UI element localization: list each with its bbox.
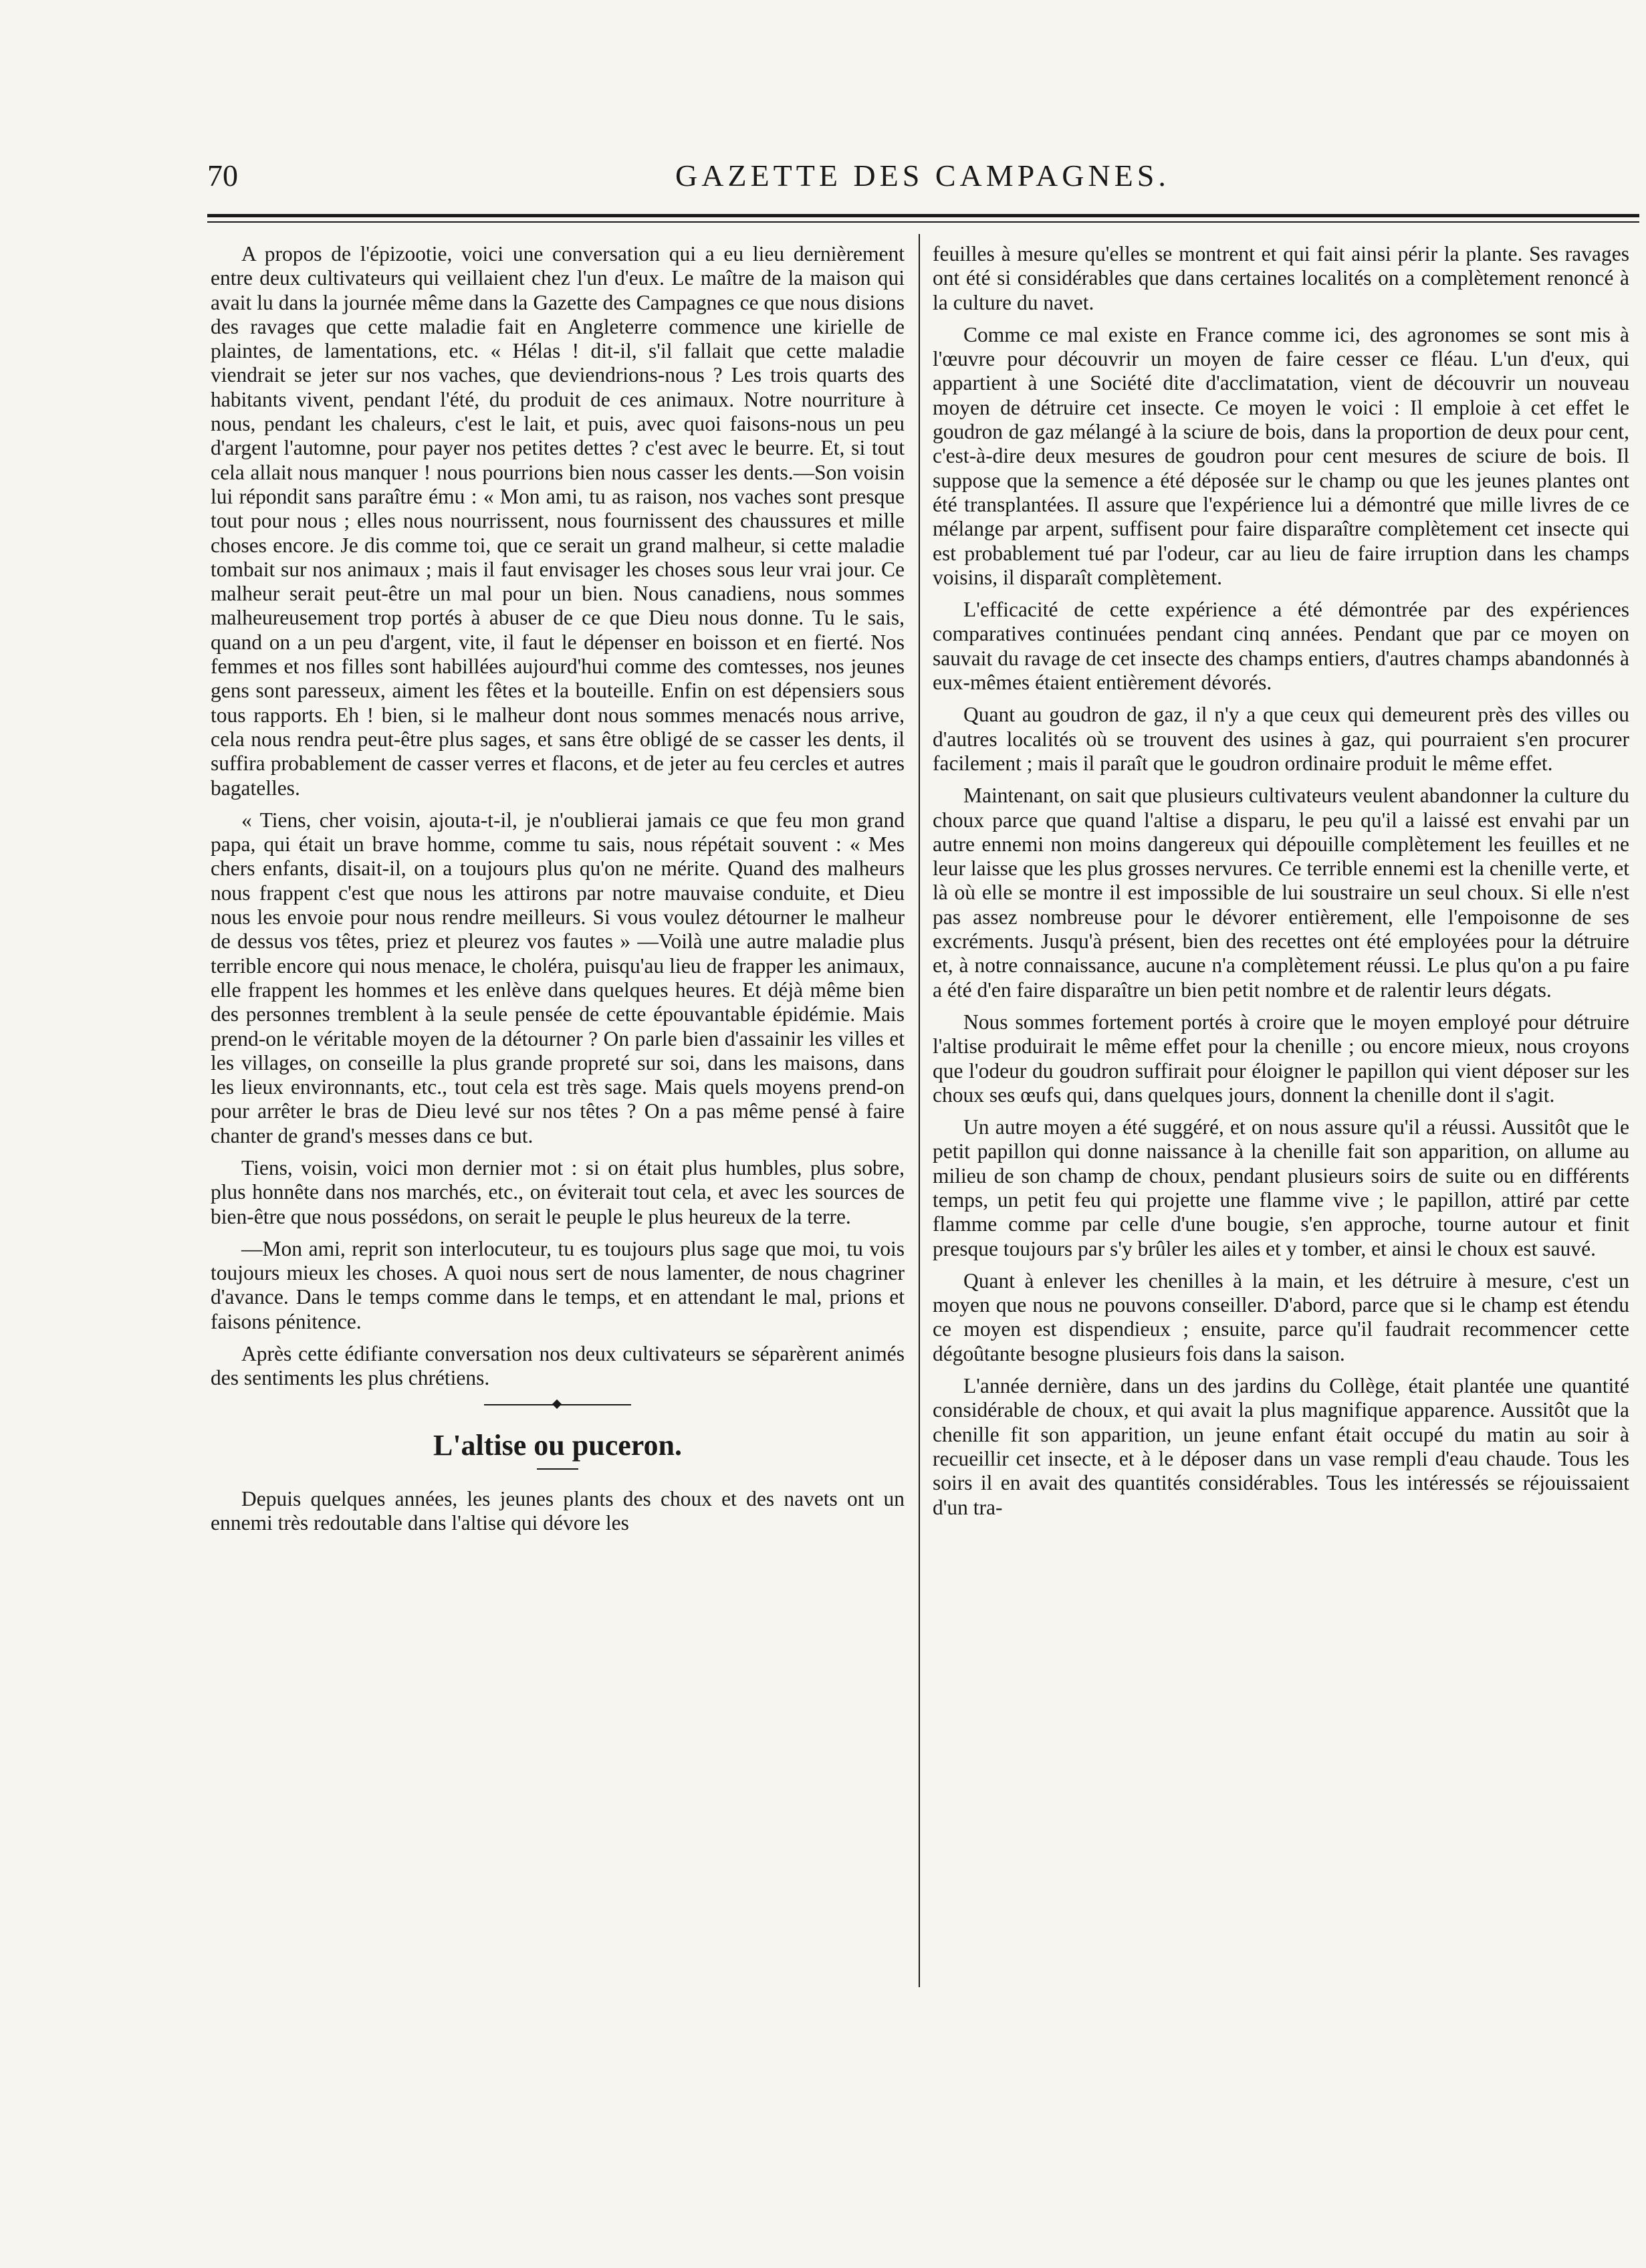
section-title: L'altise ou puceron.: [433, 1428, 682, 1462]
left-column: [211, 242, 905, 1544]
paragraph: Quant à enlever les chenilles à la main, et les détruire à mesure, c'est un moyen que nous ne pouvons conseiller. D'abord, parce que si le champ est étendu ce moyen est dispendieux ; ensuite, parce qu'il faudrait recommencer cette dégoûtante besogne plusieurs fois dans la saison.: [933, 1268, 1629, 1365]
paragraph: « Tiens, cher voisin, ajouta-t-il, je n'oublierai jamais ce que feu mon grand papa, qui était un brave homme, comme tu sais, nous répétait souvent : « Mes chers enfants, disait-il, on a toujours plus qu'on ne mérite. Quand des malheurs nous frappent c'est que nous les attirons par notre mauvaise conduite, et Dieu nous les envoie pour nous rendre meilleurs. Si vous voulez détourner le malheur de dessus vos têtes, priez et pleurez vos fautes » —Voilà une autre maladie plus terrible encore qui nous menace, le choléra, puisqu'au lieu de frapper les animaux, elle frappent les hommes et les enlève dans quelques heures. Et déjà même bien des personnes tremblent à la seule pensée de cette épouvantable épidémie. Mais prend-on le véritable moyen de la détourner ? On parle bien d'assainir les villes et les villages, on conseille la plus grande propreté sur soi, dans les maisons, dans les lieux environnants, etc., tout cela est très sage. Mais quels moyens prend-on pour arrêter le bras de Dieu levé sur nos têtes ? On a pas même pensé à faire chanter de grand's messes dans ce but.: [211, 808, 905, 1147]
paragraph: Tiens, voisin, voici mon dernier mot : si on était plus humbles, plus sobre, plus honnête dans nos marchés, etc., on éviterait tout cela, et avec les sources de bien-être que nous possédons, on serait le peuple le plus heureux de la terre.: [211, 1155, 905, 1228]
paragraph: Maintenant, on sait que plusieurs cultivateurs veulent abandonner la culture du choux parce que quand l'altise a disparu, le peu qu'il a laissé est envahi par un autre ennemi non moins dangereux qui dépouille complètement les feuilles et ne leur laisse que les plus grosses nervures. Ce terrible ennemi est la chenille verte, et là où elle se montre il est impossible de lui soustraire un seul choux. Si elle n'est pas assez nombreuse pour le dévorer entièrement, elle l'empoisonne de ses excréments. Jusqu'à présent, bien des recettes ont été employées pour la détruire et, à notre connaissance, aucune n'a complètement réussi. Le plus qu'on a pu faire a été d'en faire disparaître un bien petit nombre et de ralentir leurs dégats.: [933, 784, 1629, 1002]
paragraph: Depuis quelques années, les jeunes plants des choux et des navets ont un ennemi très redoutable dans l'altise qui dévore les: [211, 1486, 905, 1535]
column-divider: [919, 234, 920, 1987]
paragraph: L'efficacité de cette expérience a été démontrée par des expériences comparatives continuées pendant cinq années. Pendant que par ce moyen on sauvait du ravage de cet insecte des champs entiers, d'autres champs abandonnés à eux-mêmes étaient entièrement dévorés.: [933, 598, 1629, 695]
paragraph: A propos de l'épizootie, voici une conversation qui a eu lieu dernièrement entre deux cultivateurs qui veillaient chez l'un d'eux. Le maître de la maison qui avait lu dans la journée même dans la Gazette des Campagnes ce que nous disions des ravages que cette maladie fait en Angleterre commence une kirielle de plaintes, de lamentations, etc. « Hélas ! dit-il, s'il fallait que cette maladie viendrait se jeter sur nos vaches, que deviendrions-nous ? Les trois quarts des habitants vivent, pendant l'été, du produit de ces animaux. Notre nourriture à nous, pendant les chaleurs, c'est le lait, et puis, avec quoi faisons-nous un peu d'argent l'automne, pour payer nos petites dettes ? c'est avec le beurre. Et, si tout cela allait nous manquer ! nous pourrions bien nous casser les dents.—Son voisin lui répondit sans paraître ému : « Mon ami, tu as raison, nos vaches sont presque tout pour nous ; elles nous nourrissent, nous fournissent des chaussures et mille choses encore. Je dis comme toi, que ce serait un grand malheur, si cette maladie tombait sur nos animaux ; mais il faut envisager les choses sous leur vrai jour. Ce malheur serait peut-être un mal pour un bien. Nous canadiens, nous sommes malheureusement trop portés à abuser de ce que Dieu nous donne. Tu le sais, quand on a un peu d'argent, vite, il faut le dépenser en boisson et en fierté. Nos femmes et nos filles sont habillées aujourd'hui comme des comtesses, nos jeunes gens sont paresseux, aiment les fêtes et la bouteille. Enfin on est dépensiers sous tous rapports. Eh ! bien, si le malheur dont nous sommes menacés nous arrive, cela nous rendra peut-être plus sages, et sans être obligé de se casser les dents, il suffira probablement de casser verres et flacons, et de jeter au feu cercles et autres bagatelles.: [211, 242, 905, 800]
paragraph: Comme ce mal existe en France comme ici, des agronomes se sont mis à l'œuvre pour découvrir un moyen de faire cesser ce fléau. L'un d'eux, qui appartient à une Société dite d'acclimatation, vient de découvrir un nouveau moyen de détruire cet insecte. Ce moyen le voici : Il emploie à cet effet le goudron de gaz mélangé à la sciure de bois, dans la proportion de deux pour cent, c'est-à-dire deux mesures de goudron pour cent mesures de sciure de bois. Il suppose que la semence a été déposée sur le champ ou que les jeunes plantes ont été transplantées. Il assure que l'expérience lui a démontré que mille livres de ce mélange par arpent, suffisent pour faire disparaître complètement cet insecte qui est probablement tué par l'odeur, car au lieu de faire irruption dans les champs voisins, il disparaît complètement.: [933, 322, 1629, 589]
separator-ornament: [552, 1399, 562, 1409]
title-rule: [537, 1468, 578, 1470]
running-title: GAZETTE DES CAMPAGNES.: [675, 158, 1170, 193]
header-rule: [207, 214, 1639, 217]
right-column: [933, 242, 1629, 1528]
paragraph: Un autre moyen a été suggéré, et on nous assure qu'il a réussi. Aussitôt que le petit papillon qui donne naissance à la chenille fait son apparition, on allume au milieu de son champ de choux, pendant plusieurs soirs de suite ou en différents temps, un petit feu qui projette une flamme vive ; le papillon, attiré par cette flamme comme par celle d'une bougie, s'en approche, tourne autour et finit presque toujours par s'y brûler les ailes et y tomber, et ainsi le choux est sauvé.: [933, 1115, 1629, 1260]
paragraph: L'année dernière, dans un des jardins du Collège, était plantée une quantité considérable de choux, et qui avait la plus magnifique apparence. Aussitôt que la chenille fit son apparition, un jeune enfant était occupé du matin au soir à recueillir cet insecte, et à le déposer dans un vase rempli d'eau chaude. Tous les soirs il en avait des quantités considérables. Tous les intéressés se réjouissaient d'un tra-: [933, 1374, 1629, 1519]
header-rule-thin: [207, 221, 1639, 223]
paragraph: Après cette édifiante conversation nos deux cultivateurs se séparèrent animés des sentiments les plus chrétiens.: [211, 1342, 905, 1390]
paragraph: Quant au goudron de gaz, il n'y a que ceux qui demeurent près des villes ou d'autres localités où se trouvent des usines à gaz, qui pourraient s'en procurer facilement ; mais il paraît que le goudron ordinaire produit le même effet.: [933, 703, 1629, 775]
section-separator: [484, 1404, 631, 1411]
page-number: 70: [207, 158, 238, 193]
paragraph: Nous sommes fortement portés à croire que le moyen employé pour détruire l'altise produirait le même effet pour la chenille ; ou encore mieux, nous croyons que l'odeur du goudron suffirait pour éloigner le papillon qui vient déposer sur les choux ses œufs qui, dans quelques jours, donnent la chenille dont il s'agit.: [933, 1010, 1629, 1107]
page-header: [207, 158, 1645, 198]
paragraph: feuilles à mesure qu'elles se montrent et qui fait ainsi périr la plante. Ses ravages ont été si considérables que dans certaines localités on a complètement renoncé à la culture du navet.: [933, 242, 1629, 314]
paragraph: —Mon ami, reprit son interlocuteur, tu es toujours plus sage que moi, tu vois toujours mieux les choses. A quoi nous sert de nous lamenter, de nous chagriner d'avance. Dans le temps comme dans le temps, et en attendant le mal, prions et faisons pénitence.: [211, 1236, 905, 1333]
